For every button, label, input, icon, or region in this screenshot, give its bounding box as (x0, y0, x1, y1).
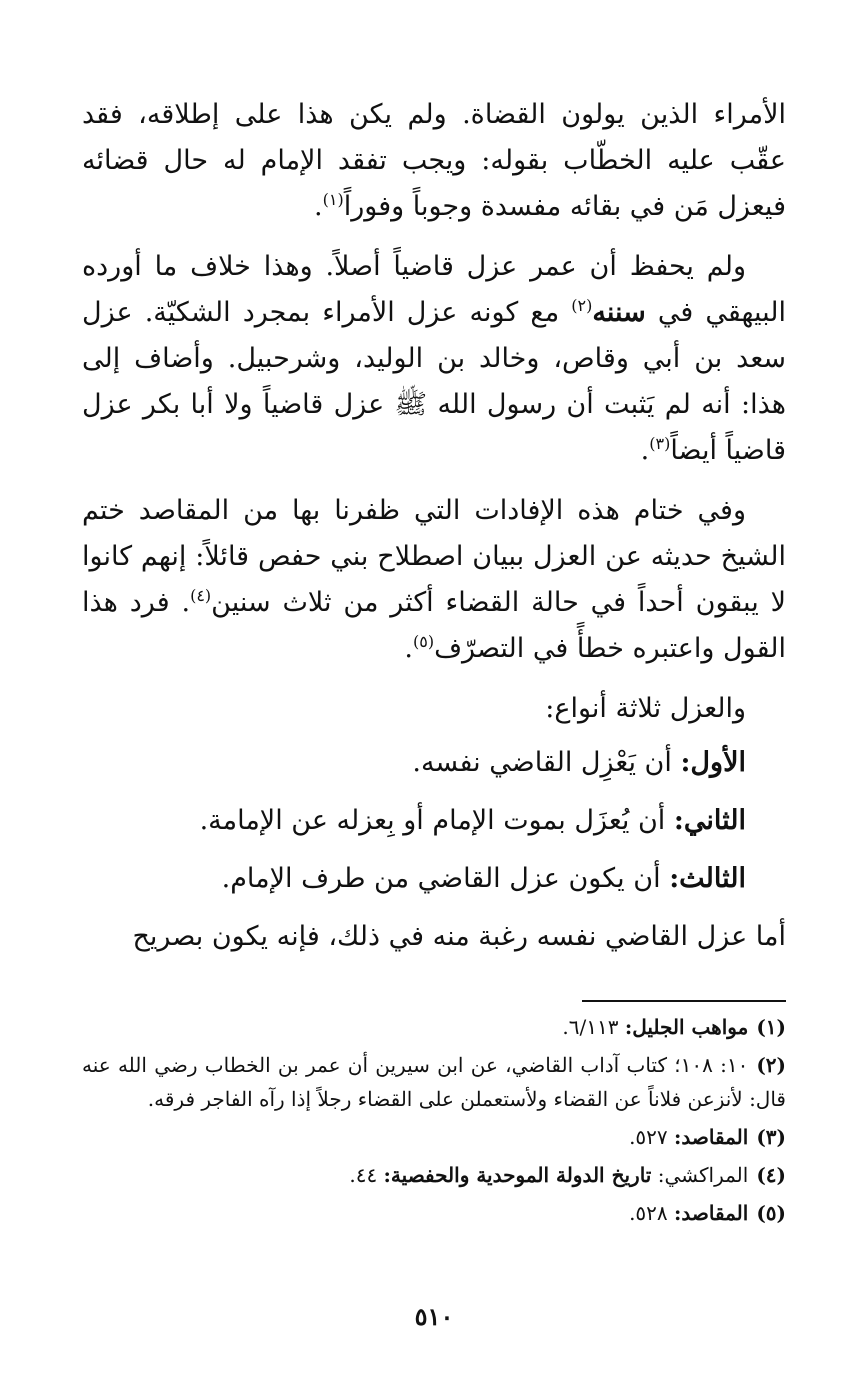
footnote-ref-4[interactable]: (٤) (190, 586, 212, 605)
footnote-ref-5[interactable]: (٥) (412, 632, 435, 651)
source-title-sunan: سننه (592, 297, 646, 328)
footnote: (١)مواهب الجليل: ٦/١١٣. (562, 1015, 786, 1039)
kind-label: الثاني: (673, 805, 746, 836)
kind-item (82, 798, 786, 844)
footnote-ref-2[interactable]: (٢) (571, 296, 593, 315)
kinds-intro: والعزل ثلاثة أنواع: (545, 693, 746, 724)
footnote-number: (٣) (756, 1125, 786, 1149)
kind-item (82, 856, 786, 902)
kind-label: الأول: (680, 747, 746, 778)
footnote: (٤)المراكشي: تاريخ الدولة الموحدية والحفصية: ٤٤. (349, 1163, 786, 1187)
paragraph-2: ولم يحفظ أن عمر عزل قاضياً أصلاً. وهذا خلاف ما أورده البيهقي في سننه$^{(٢)}$ مع كونه عزل الأمراء بمجرد الشكيّة. عزل سعد بن أبي وقاص، وخالد بن الوليد، وشرحبيل. وأضاف إلى هذا: أنه لم يَثبت أن رسول الله ﷺ عزل قاضياً ولا أبا بكر عزل قاضياً أيضاً$^{(٣)}$. (82, 251, 786, 466)
kind-text: أن يَعْزِل القاضي نفسه. (412, 747, 672, 778)
kind-text: أن يُعزَل بموت الإمام أو بِعزله عن الإمامة. (199, 805, 666, 836)
footnote-number: (٤) (756, 1163, 786, 1187)
kind-item (82, 740, 786, 786)
page-number: ٥١٠ (414, 1302, 454, 1331)
footnote-number: (٥) (756, 1201, 786, 1225)
footnote-ref-3[interactable]: (٣) (649, 434, 671, 453)
kind-text: أن يكون عزل القاضي من طرف الإمام. (221, 863, 661, 894)
footnote: (٢)١٠: ١٠٨؛ كتاب آداب القاضي، عن ابن سيرين أن عمر بن الخطاب رضي الله عنه قال: لأنزعن فلاناً عن القضاء ولأستعملن على القضاء رجلاً إذا رآه الفاجر فرقه. (82, 1053, 786, 1111)
continuation-line: أما عزل القاضي نفسه رغبة منه في ذلك، فإنه يكون بصريح (132, 921, 786, 952)
footnote: (٣)المقاصد: ٥٢٧. (629, 1125, 786, 1149)
footnote-divider (582, 1000, 786, 1002)
kind-label: الثالث: (669, 863, 746, 894)
footnotes (82, 1010, 786, 1234)
footnote-number: (١) (756, 1015, 786, 1039)
paragraph-3: وفي ختام هذه الإفادات التي ظفرنا بها من المقاصد ختم الشيخ حديثه عن العزل ببيان اصطلاح بني حفص قائلاً: إنهم كانوا لا يبقون أحداً في حالة القضاء أكثر من ثلاث سنين$^{(٤)}$. فرد هذا القول واعتبره خطأً في التصرّف$^{(٥)}$. (82, 495, 786, 664)
footnote-ref-1[interactable]: (١) (322, 190, 344, 209)
footnote: (٥)المقاصد: ٥٢٨. (629, 1201, 786, 1225)
footnote-number: (٢) (756, 1053, 786, 1077)
paragraph-1: الأمراء الذين يولون القضاة. ولم يكن هذا على إطلاقه، فقد عقّب عليه الخطّاب بقوله: ويجب تفقد الإمام له حال قضائه فيعزل مَن في بقائه مفسدة وجوباً وفوراً$^{(١)}$. (82, 99, 786, 222)
page-body (82, 92, 786, 960)
